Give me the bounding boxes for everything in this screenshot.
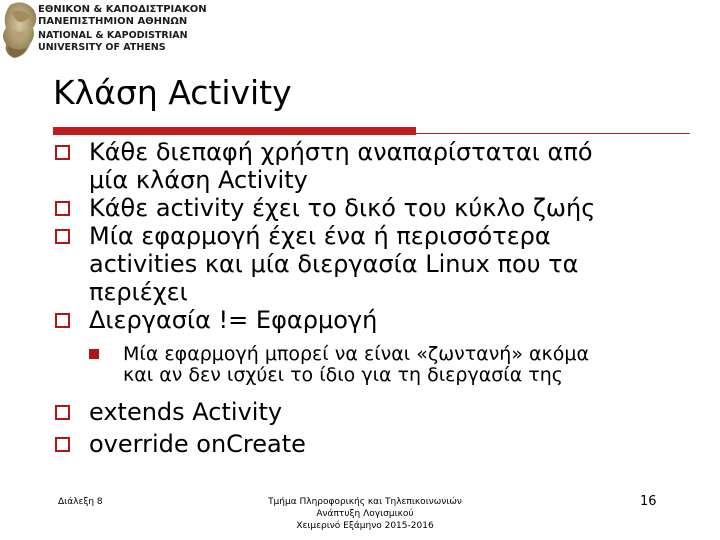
- logo-line: ΠΑΝΕΠΙΣΤΗΜΙΟΝ ΑΘΗΝΩΝ: [38, 15, 188, 27]
- sub-bullet-line: και αν δεν ισχύει το ίδιο για τη διεργασία της: [123, 364, 563, 386]
- checkbox-bullet-icon: [55, 313, 70, 328]
- logo-line: NATIONAL & KAPODISTRIAN: [38, 30, 188, 41]
- bullet-item: [53, 398, 703, 426]
- university-logo: [0, 0, 207, 62]
- checkbox-bullet-icon: [55, 201, 70, 216]
- bullet-item: [53, 138, 703, 194]
- logo-line: ΕΘΝΙΚΟΝ & ΚΑΠΟΔΙΣΤΡΙΑΚΟΝ: [38, 4, 207, 15]
- sub-bullet-item: [53, 344, 703, 386]
- bullet-line: μία κλάση Activity: [89, 166, 308, 194]
- footer-line: Χειμερινό Εξάμηνο 2015-2016: [296, 521, 434, 531]
- page-number: 16: [640, 494, 657, 509]
- bullet-line: override onCreate: [89, 430, 306, 458]
- bullet-line: extends Activity: [89, 398, 283, 426]
- logo-line: UNIVERSITY OF ATHENS: [38, 41, 166, 53]
- athena-head-icon: [0, 0, 40, 60]
- slide-title: Κλάση Activity: [53, 73, 292, 112]
- bullet-item: [53, 222, 703, 306]
- bullet-line: Διεργασία != Εφαρμογή: [89, 306, 378, 334]
- bullet-item: [53, 194, 703, 222]
- square-bullet-icon: [89, 349, 99, 359]
- bullet-line: Κάθε activity έχει το δικό του κύκλο ζωής: [89, 194, 596, 222]
- footer-course-info: [230, 496, 500, 532]
- bullet-line: Κάθε διεπαφή χρήστη αναπαρίσταται από: [89, 138, 593, 166]
- bullet-item: [53, 306, 703, 334]
- logo-text: [38, 4, 207, 53]
- checkbox-bullet-icon: [55, 145, 70, 160]
- bullet-list: [53, 138, 703, 458]
- bullet-line: activities και μία διεργασία Linux που τα: [89, 250, 579, 278]
- bullet-item: [53, 430, 703, 458]
- bullet-line: Μία εφαρμογή έχει ένα ή περισσότερα: [89, 222, 551, 250]
- footer-line: Ανάπτυξη Λογισμικού: [316, 509, 414, 519]
- title-rule-thin: [53, 133, 690, 134]
- checkbox-bullet-icon: [55, 229, 70, 244]
- footer-lecture: Διάλεξη 8: [58, 497, 103, 507]
- checkbox-bullet-icon: [55, 437, 70, 452]
- bullet-line: περιέχει: [89, 278, 188, 306]
- sub-bullet-line: Μία εφαρμογή μπορεί να είναι «ζωντανή» ακόμα: [123, 343, 589, 365]
- checkbox-bullet-icon: [55, 405, 70, 420]
- footer-line: Τμήμα Πληροφορικής και Τηλεπικοινωνιών: [268, 497, 462, 507]
